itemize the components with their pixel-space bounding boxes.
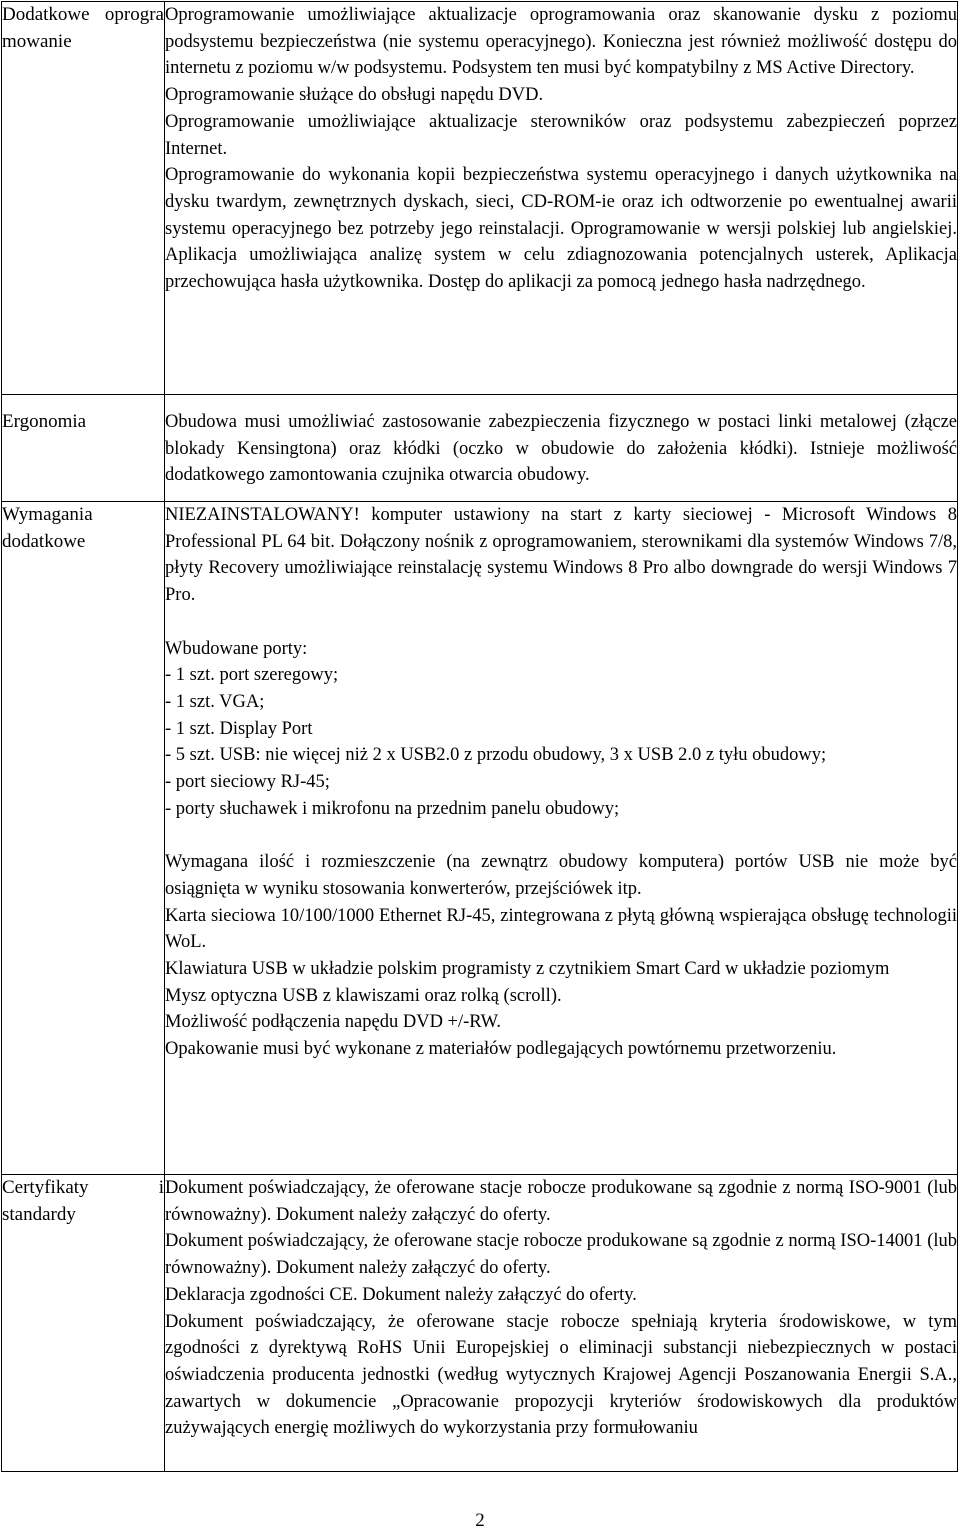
list-item: - 1 szt. Display Port bbox=[165, 718, 313, 739]
list-item: - 1 szt. VGA; bbox=[165, 691, 265, 712]
paragraph: Karta sieciowa 10/100/1000 Ethernet RJ-45, zintegrowana z płytą główną wspierająca obsługę technologii WoL. bbox=[165, 905, 957, 953]
spacer bbox=[165, 822, 957, 849]
row-content-cell bbox=[165, 1175, 958, 1472]
row-content-cell bbox=[165, 502, 958, 1175]
paragraph: Klawiatura USB w układzie polskim programisty z czytnikiem Smart Card w układzie poziomym bbox=[165, 958, 890, 979]
row-label: Ergonomia bbox=[2, 411, 87, 432]
paragraph: Wbudowane porty: bbox=[165, 638, 308, 659]
page-number: 2 bbox=[475, 1510, 485, 1531]
row-label: Dodatkowe oprogramowanie bbox=[2, 4, 164, 52]
paragraph: Oprogramowanie umożliwiające aktualizacje sterowników oraz podsystemu zabezpieczeń poprzez Internet. bbox=[165, 111, 957, 159]
table-row bbox=[2, 2, 958, 395]
list-item: - 1 szt. port szeregowy; bbox=[165, 665, 339, 686]
paragraph: Deklaracja zgodności CE. Dokument należy załączyć do oferty. bbox=[165, 1284, 637, 1305]
paragraph: Oprogramowanie do wykonania kopii bezpieczeństwa systemu operacyjnego i danych użytkownika na dysku twardym, zewnętrznych dyskach, sieci, CD-ROM-ie oraz ich odtworzenie po ewentualnej awarii systemu operacyjnego bez potrzeby jego reinstalacji. Oprogramowanie w wersji polskiej lub angielskiej. Aplikacja umożliwiająca analizę system w celu zdiagnozowania potencjalnych usterek, Aplikacja przechowująca hasła użytkownika. Dostęp do aplikacji za pomocą jednego hasła nadrzędnego. bbox=[165, 165, 957, 293]
table-row bbox=[2, 502, 958, 1175]
paragraph: Dokument poświadczający, że oferowane stacje robocze produkowane są zgodnie z normą ISO-14001 (lub równoważny). Dokument należy załączyć do oferty. bbox=[165, 1231, 957, 1279]
row-content-cell bbox=[165, 395, 958, 502]
row-label: Certyfikaty i standardy bbox=[2, 1177, 164, 1225]
row-label-cell bbox=[2, 1175, 165, 1472]
paragraph: Możliwość podłączenia napędu DVD +/-RW. bbox=[165, 1012, 501, 1033]
row-label-cell bbox=[2, 395, 165, 502]
paragraph: Wymagana ilość i rozmieszczenie (na zewnątrz obudowy komputera) portów USB nie może być osiągnięta w wyniku stosowania konwerterów, przejściówek itp. bbox=[165, 852, 957, 899]
paragraph: NIEZAINSTALOWANY! komputer ustawiony na start z karty sieciowej - Microsoft Windows 8 Professional PL 64 bit. Dołączony nośnik z oprogramowaniem, sterownikami dla systemów Windows 7/8, płyty Recovery umożliwiające reinstalację systemu Windows 8 Pro albo downgrade do wersji Windows 7 Pro. bbox=[165, 505, 957, 606]
paragraph: Oprogramowanie służące do obsługi napędu DVD. bbox=[165, 85, 544, 106]
specification-table bbox=[1, 1, 958, 1472]
table-row bbox=[2, 395, 958, 502]
paragraph: Oprogramowanie umożliwiające aktualizacje oprogramowania oraz skanowanie dysku z poziomu podsystemu bezpieczeństwa (nie systemu operacyjnego). Konieczna jest również możliwość dostępu do internetu z poziomu w/w podsystemu. Podsystem ten musi być kompatybilny z MS Active Directory. bbox=[165, 5, 957, 79]
list-item: - porty słuchawek i mikrofonu na przednim panelu obudowy; bbox=[165, 798, 620, 819]
list-item: - port sieciowy RJ-45; bbox=[165, 772, 330, 793]
row-label-cell bbox=[2, 2, 165, 395]
row-content-cell bbox=[165, 2, 958, 395]
paragraph: Mysz optyczna USB z klawiszami oraz rolką (scroll). bbox=[165, 985, 562, 1006]
row-label: Wymagania dodatkowe bbox=[2, 504, 93, 552]
paragraph: Dokument poświadczający, że oferowane stacje robocze spełniają kryteria środowiskowe, w tym zgodności z dyrektywą RoHS Unii Europejskiej o eliminacji substancji niebezpiecznych w postaci oświadczenia producenta jednostki (według wytycznych Krajowej Agencji Poszanowania Energii S.A., zawartych w dokumencie „Opracowanie propozycji kryteriów środowiskowych dla produktów zużywających energię możliwych do wykorzystania przy formułowaniu bbox=[165, 1311, 957, 1439]
list-item: - 5 szt. USB: nie więcej niż 2 x USB2.0 z przodu obudowy, 3 x USB 2.0 z tyłu obudowy; bbox=[165, 745, 827, 766]
paragraph: Dokument poświadczający, że oferowane stacje robocze produkowane są zgodnie z normą ISO-9001 (lub równoważny). Dokument należy załączyć do oferty. bbox=[165, 1178, 957, 1225]
spacer bbox=[165, 609, 957, 636]
table-row bbox=[2, 1175, 958, 1472]
paragraph: Obudowa musi umożliwiać zastosowanie zabezpieczenia fizycznego w postaci linki metalowej (złącze blokady Kensingtona) oraz kłódki (oczko w obudowie do założenia kłódki). Istnieje możliwość dodatkowego zamontowania czujnika otwarcia obudowy. bbox=[165, 412, 957, 486]
paragraph: Opakowanie musi być wykonane z materiałów podlegających powtórnemu przetworzeniu. bbox=[165, 1039, 837, 1060]
row-label-cell bbox=[2, 502, 165, 1175]
